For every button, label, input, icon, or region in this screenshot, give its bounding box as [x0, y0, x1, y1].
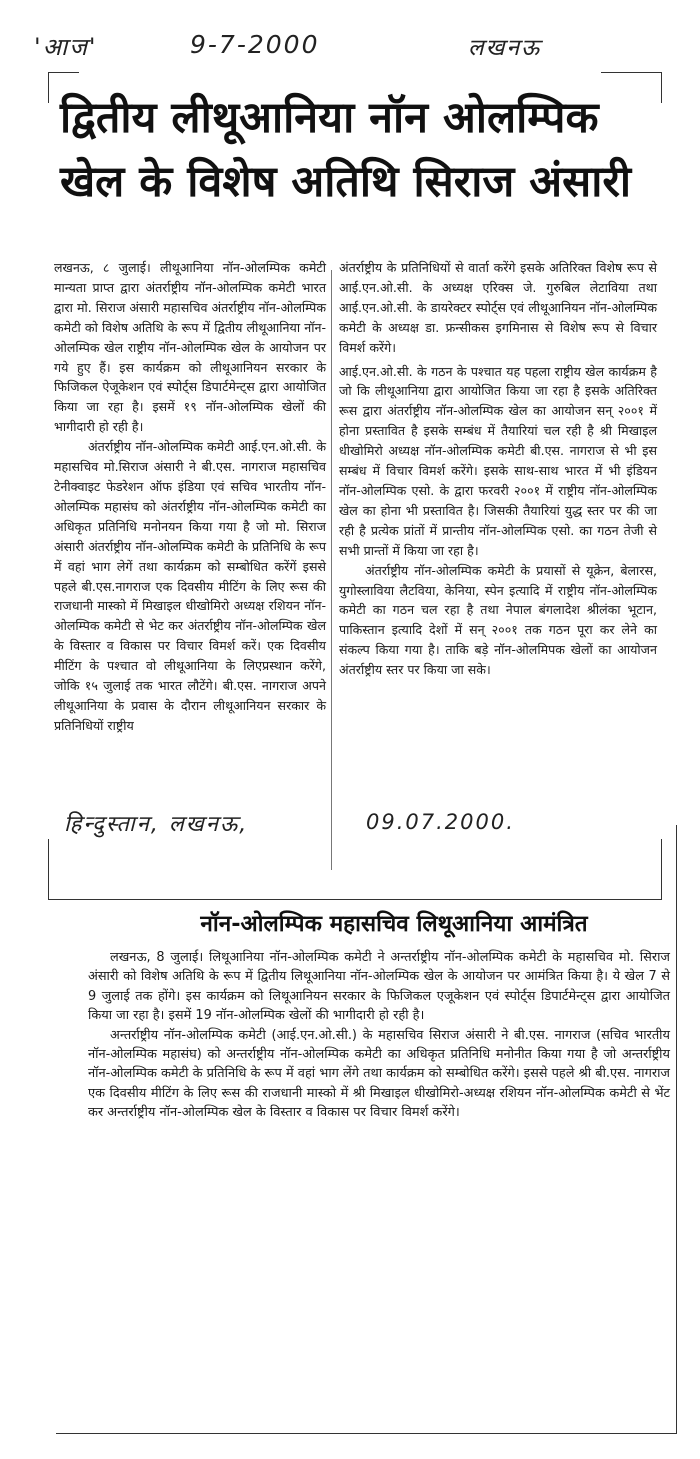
handwritten-date: 09.07.2000.: [366, 810, 515, 834]
handwritten-paper-city: हिन्दुस्तान, लखनऊ,: [64, 812, 249, 837]
article-column-left: [54, 258, 326, 736]
news-clipping-aaj: [48, 72, 662, 900]
paragraph: लखनऊ, ८ जुलाई। लीथूआनिया नॉन-ओलम्पिक कमेटी मान्यता प्राप्त द्वारा अंतर्राष्ट्रीय नॉन-ओलम्पिक कमेटी भारत द्वारा मो. सिराज अंसारी महासचिव अंतर्राष्ट्रीय नॉन-ओलम्पिक कमेटी को विशेष अतिथि के रूप में द्वितीय लीथूआनिया नॉन- ओलम्पिक खेल राष्ट्रीय नॉन-ओलम्पिक खेल के आयोजन पर गये हुए हैं। इस कार्यक्रम को लीथूआनियन सरकार के फिजिकल ऐजूकेशन एवं स्पोर्ट्स डिपार्टमेन्ट्स द्वारा आयोजित किया जा रहा है। इसमें १९ नॉन-ओलम्पिक खेलों की भागीदारी हो रही है।: [54, 260, 326, 435]
handwritten-paper-name: 'आज': [34, 33, 98, 61]
article-body: [88, 948, 670, 1123]
headline: नॉन-ओलम्पिक महासचिव लिथूआनिया आमंत्रित: [200, 911, 588, 937]
paragraph: अन्तर्राष्ट्रीय नॉन-ओलम्पिक कमेटी (आई.एन.ओ.सी.) के महासचिव सिराज अंसारी ने बी.एस. नागराज (सचिव भारतीय नॉन-ओलम्पिक महासंघ) को अन्तर्राष्ट्रीय नॉन-ओलम्पिक कमेटी का अधिकृत प्रतिनिधि मनोनीत किया गया है जो अन्तर्राष्ट्रीय नॉन-ओलम्पिक कमेटी के प्रतिनिधि के रूप में वहां भाग लेंगे तथा कार्यक्रम को सम्बोधित करेंगे। इससे पहले श्री बी.एस. नागराज एक दिवसीय मीटिंग के लिए रूस की राजधानी मास्को में श्री मिखाइल धीखोमिरो-अध्यक्ष रशियन नॉन-ओलम्पिक कमेटी से भेंट कर अन्तर्राष्ट्रीय नॉन-ओलम्पिक खेल के विस्तार व विकास पर विचार विमर्श करेंगे।: [88, 1027, 670, 1121]
news-clipping-hindustan: [56, 825, 678, 1435]
headline-line-1: द्वितीय लीथूआनिया नॉन ओलम्पिक: [60, 93, 599, 143]
handwritten-date: 9-7-2000: [190, 30, 320, 59]
paragraph: अंतर्राष्ट्रीय नॉन-ओलम्पिक कमेटी आई.एन.ओ.सी. के महासचिव मो.सिराज अंसारी ने बी.एस. नागराज महासचिव टेनीक्वाइट फेडरेशन ऑफ इंडिया एवं सचिव भारतीय नॉन-ओलम्पिक महासंघ को अंतर्राष्ट्रीय नॉन-ओलम्पिक कमेटी का अधिकृत प्रतिनिधि मनोनयन किया गया है जो मो. सिराज अंसारी अंतर्राष्ट्रीय नॉन-ओलम्पिक कमेटी के प्रतिनिधि के रूप में वहां भाग लेगें तथा कार्यक्रम को सम्बोधित करेंगें इससे पहले बी.एस.नागराज एक दिवसीय मीटिंग के लिए रूस की राजधानी मास्को में मिखाइल धीखोमिरो अध्यक्ष रशियन नॉन-ओलम्पिक कमेटी से भेट कर अंतर्राष्ट्रीय नॉन-ओलम्पिक खेल के विस्तार व विकास पर विचार विमर्श करें। एक दिवसीय मीटिंग के पश्चात वो लीथूआनिया के लिएप्रस्थान करेंगे, जोकि १५ जुलाई तक भारत लौटेंगे। बी.एस. नागराज अपने लीथूआनिया के प्रवास के दौरान लीथूआनियन सरकार के प्रतिनिधियों राष्ट्रीय: [54, 439, 326, 733]
article-column-right: [339, 258, 657, 680]
headline-line-2: खेल के विशेष अतिथि सिराज अंसारी: [60, 157, 632, 207]
paragraph: आई.एन.ओ.सी. के गठन के पश्चात यह पहला राष्ट्रीय खेल कार्यक्रम है जो कि लीथूआनिया द्वारा आयोजित किया जा रहा है इसके अतिरिक्त रूस द्वारा अंतर्राष्ट्रीय नॉन-ओलम्पिक खेल का आयोजन सन् २००१ में होना प्रस्तावित है इसके सम्बंध में तैयारियां चल रही है श्री मिखाइल धीखोमिरो अध्यक्ष नॉन-ओलम्पिक कमेटी बी.एस. नागराज से भी इस सम्बंध में विचार विमर्श करेंगे। इसके साथ-साथ भारत में भी इंडियन नॉन-ओलम्पिक एसो. के द्वारा फरवरी २००१ में राष्ट्रीय नॉन-ओलम्पिक खेल का होना भी प्रस्तावित है। जिसकी तैयारियां युद्ध स्तर पर की जा रही है प्रत्येक प्रांतों में प्रान्तीय नॉन-ओलम्पिक एसो. का गठन तेजी से सभी प्रान्तों में किया जा रहा है।: [339, 363, 657, 558]
handwritten-city: लखनऊ: [468, 35, 542, 61]
column-divider: [331, 270, 332, 870]
headline: [60, 86, 660, 214]
paragraph: अंतर्राष्ट्रीय नॉन-ओलम्पिक कमेटी के प्रयासों से यूक्रेन, बेलारस, युगोस्लाविया लैटविया, केनिया, स्पेन इत्यादि में राष्ट्रीय नॉन-ओलम्पिक कमेटी का गठन चल रहा है तथा नेपाल बंगलादेश श्रीलंका भूटान, पाकिस्तान इत्यादि देशों में सन् २००१ तक गठन पूरा कर लेने का संकल्प किया गया है। ताकि बड़े नॉन-ओलमिपक खेलों का आयोजन अंतर्राष्ट्रीय स्तर पर किया जा सके।: [339, 562, 657, 678]
paragraph: लखनऊ, 8 जुलाई। लिथूआनिया नॉन-ओलम्पिक कमेटी ने अन्तर्राष्ट्रीय नॉन-ओलम्पिक कमेटी के महासचिव मो. सिराज अंसारी को विशेष अतिथि के रूप में द्वितीय लिथूआनिया नॉन-ओलम्पिक खेल के आयोजन पर आमंत्रित किया है। ये खेल 7 से 9 जुलाई तक होंगे। इस कार्यक्रम को लिथूआनियन सरकार के फिजिकल एजूकेशन एवं स्पोर्ट्स डिपार्टमेन्ट्स द्वारा आयोजित किया जा रहा है। इसमें 19 नॉन-ओलम्पिक खेलों की भागीदारी हो रही है।: [88, 950, 670, 1024]
paragraph: अंतर्राष्ट्रीय के प्रतिनिधियों से वार्ता करेंगे इसके अतिरिक्त विशेष रूप से आई.एन.ओ.सी. के अध्यक्ष एरिक्स जे. गुरुबिल लेटाविया तथा आई.एन.ओ.सी. के डायरेक्टर स्पोर्ट्स एवं लीथूआनियन नॉन-ओलम्पिक कमेटी के अध्यक्ष डा. फ्रन्सीकस इगमिनास से विशेष रूप से विचार विमर्श करेंगे।: [339, 260, 657, 355]
